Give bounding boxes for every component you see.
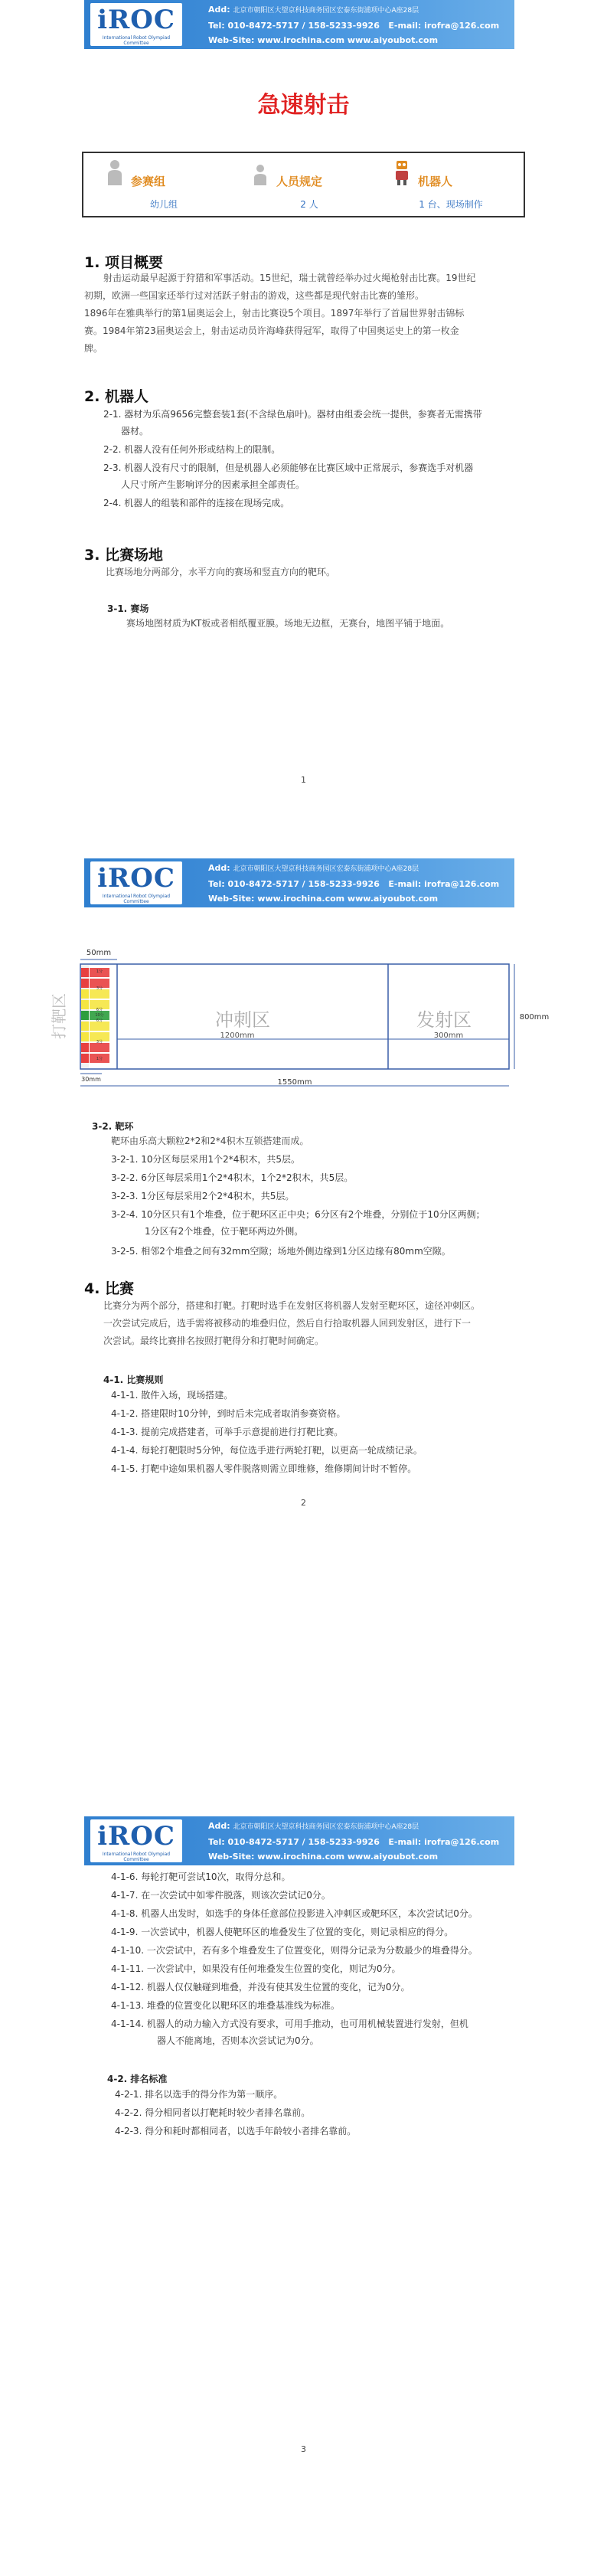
website: www.irochina.com www.aiyoubot.com <box>257 894 439 904</box>
zone-label-target: 打靶区 <box>50 993 68 1039</box>
email-label: E-mail: <box>388 879 422 889</box>
subsection-3-1-heading: 3-1. 赛场 <box>107 603 149 614</box>
target-block <box>81 1043 89 1052</box>
tel-label: Tel: <box>208 21 225 31</box>
logo-text-a: iR <box>97 863 131 894</box>
logo-text-a: iR <box>97 5 131 35</box>
target-block <box>81 989 89 999</box>
zone-label-sprint: 冲刺区 <box>215 1009 270 1031</box>
page-number: 1 <box>301 775 306 785</box>
list-item: 3-2-1. 10分区每层采用1个2*4积木，共5层。 <box>111 1154 301 1165</box>
page-number: 2 <box>301 1498 306 1508</box>
address: 北京市朝阳区大望京科技商务园区宏泰东街浦项中心A座28层 <box>233 865 419 873</box>
ring-score-label: 3分 <box>96 986 103 991</box>
telephone: 010-8472-5717 / 158-5233-9926 <box>227 1837 380 1847</box>
logo-subtitle: International Robot Olympiad Committee <box>102 1852 171 1862</box>
section-1-line: 赛。1984年第23届奥运会上，射击运动员许海峰获得冠军，取得了中国奥运史上的第一枚金 <box>84 325 459 336</box>
list-item: 1分区有2个堆叠，位于靶环两边外侧。 <box>145 1226 304 1237</box>
list-item: 2-4. 机器人的组装和部件的连接在现场完成。 <box>103 498 290 508</box>
list-item: 人尺寸所产生影响评分的因素承担全部责任。 <box>121 479 305 490</box>
list-item: 器材。 <box>121 426 149 436</box>
list-item: 4-2-3. 得分和耗时都相同者，以选手年龄较小者排名靠前。 <box>115 2126 357 2136</box>
tel-label: Tel: <box>208 1837 225 1847</box>
field-diagram <box>50 943 559 1093</box>
email: irofra@126.com <box>424 1837 500 1847</box>
section-3-heading: 3. 比赛场地 <box>84 547 164 564</box>
section-4-line: 比赛分为两个部分，搭建和打靶。打靶时选手在发射区将机器人发射至靶环区，途径冲刺区。 <box>103 1300 481 1311</box>
page-3 <box>0 1717 607 2575</box>
email: irofra@126.com <box>424 879 500 889</box>
website: www.irochina.com www.aiyoubot.com <box>257 35 439 45</box>
list-item: 4-1-10. 一次尝试中，若有多个堆叠发生了位置变化，则得分记录为分数最少的堆叠得分。 <box>111 1945 478 1956</box>
list-item: 4-1-1. 散件入场，现场搭建。 <box>111 1390 233 1401</box>
section-1-line: 1896年在雅典举行的第1届奥运会上，射击比赛设5个项目。1897年举行了首届世界射击锦标 <box>84 308 465 319</box>
subsection-3-1-text: 赛场地图材质为KT板或者相纸覆亚膜。场地无边框，无赛台，地图平铺于地面。 <box>126 618 450 629</box>
ring-score-label: 3分 <box>96 1040 103 1044</box>
list-item: 4-1-6. 每轮打靶可尝试10次，取得分总和。 <box>111 1872 291 1882</box>
ring-score-label: 6分 <box>96 1008 103 1012</box>
web-label: Web-Site: <box>208 1852 255 1862</box>
email-label: E-mail: <box>388 21 422 31</box>
target-block <box>81 979 89 988</box>
section-4-line: 一次尝试完成后，选手需将被移动的堆叠归位，然后自行拾取机器人回到发射区，进行下一 <box>103 1318 472 1329</box>
dim-label-300: 300mm <box>433 1031 464 1040</box>
logo-text-b: OC <box>130 863 175 894</box>
iroc-logo <box>90 3 182 46</box>
address: 北京市朝阳区大望京科技商务园区宏泰东街浦项中心A座28层 <box>233 7 419 15</box>
section-1-line: 初期，欧洲一些国家还举行过对活跃子射击的游戏，这些都是现代射击比赛的雏形。 <box>84 290 425 301</box>
ring-score-label: 10分 <box>95 1013 104 1018</box>
list-item: 4-1-14. 机器人的动力输入方式没有要求，可用手推动，也可用机械装置进行发射，但机 <box>111 2019 468 2029</box>
dim-label-30: 30mm <box>81 1076 101 1083</box>
info-value: 2 人 <box>300 199 318 210</box>
ring-score-label: 6分 <box>96 1018 103 1023</box>
info-box <box>82 152 525 217</box>
list-item: 2-2. 机器人没有任何外形或结构上的限制。 <box>103 444 281 455</box>
section-2-heading: 2. 机器人 <box>84 388 149 405</box>
list-item: 4-1-12. 机器人仅仅触碰到堆叠，并没有使其发生位置的变化，记为0分。 <box>111 1982 410 1992</box>
web-label: Web-Site: <box>208 894 255 904</box>
ranking-heading: 4-2. 排名标准 <box>107 2074 168 2084</box>
list-item: 器人不能离地，否则本次尝试记为0分。 <box>157 2035 319 2046</box>
people-icon <box>252 159 269 185</box>
addr-label: Add: <box>208 5 230 15</box>
addr-label: Add: <box>208 1821 230 1831</box>
contact-info <box>208 2 499 47</box>
info-label: 参赛组 <box>131 175 166 188</box>
list-item: 4-2-1. 排名以选手的得分作为第一顺序。 <box>115 2089 283 2100</box>
ring-score-label: 1分 <box>96 969 103 974</box>
logo-subtitle: International Robot Olympiad Committee <box>102 35 171 46</box>
section-1-line: 射击运动最早起源于狩猎和军事活动。15世纪，瑞士就曾经举办过火绳枪射击比赛。19世纪 <box>103 273 476 283</box>
target-block <box>81 1011 89 1020</box>
target-block <box>81 1000 89 1009</box>
info-robot <box>378 158 524 214</box>
header-banner <box>84 1816 514 1865</box>
target-rings <box>81 968 109 1063</box>
info-participant-group <box>91 158 237 214</box>
website: www.irochina.com www.aiyoubot.com <box>257 1852 439 1862</box>
addr-label: Add: <box>208 863 230 873</box>
dim-label-1200: 1200mm <box>220 1031 255 1040</box>
logo-text-b: OC <box>130 1821 175 1852</box>
web-label: Web-Site: <box>208 35 255 45</box>
iroc-logo <box>90 1819 182 1862</box>
target-block <box>81 1022 89 1031</box>
page-number: 3 <box>301 2444 306 2454</box>
ring-score-label: 1分 <box>96 1057 103 1061</box>
list-item: 4-1-5. 打靶中途如果机器人零件脱落则需立即维修，维修期间计时不暂停。 <box>111 1463 417 1474</box>
list-item: 3-2-3. 1分区每层采用2个2*4积木，共5层。 <box>111 1191 295 1201</box>
target-block <box>81 1054 89 1063</box>
document-title: 急速射击 <box>257 92 350 119</box>
logo-subtitle: International Robot Olympiad Committee <box>102 894 171 904</box>
page-1 <box>0 0 607 858</box>
list-item: 3-2-5. 相邻2个堆叠之间有32mm空隙；场地外侧边缘到1分区边缘有80mm空隙。 <box>111 1246 451 1257</box>
dim-label-50: 50mm <box>86 949 112 957</box>
list-item: 4-1-9. 一次尝试中，机器人使靶环区的堆叠发生了位置的变化，则记录相应的得分。 <box>111 1927 454 1937</box>
dim-label-1550: 1550mm <box>277 1078 312 1087</box>
list-item: 4-2-2. 得分相同者以打靶耗时较少者排名靠前。 <box>115 2107 311 2118</box>
iroc-logo <box>90 861 182 904</box>
email-label: E-mail: <box>388 1837 422 1847</box>
email: irofra@126.com <box>424 21 500 31</box>
subsection-3-2-text: 靶环由乐高大颗粒2*2和2*4积木互锁搭建而成。 <box>111 1136 309 1146</box>
dim-label-800: 800mm <box>519 1013 550 1022</box>
telephone: 010-8472-5717 / 158-5233-9926 <box>227 879 380 889</box>
contact-info <box>208 1819 499 1864</box>
rules-heading: 4-1. 比赛规则 <box>103 1375 164 1385</box>
logo-text-b: OC <box>130 5 175 35</box>
list-item: 4-1-3. 提前完成搭建者，可举手示意提前进行打靶比赛。 <box>111 1427 344 1437</box>
list-item: 2-1. 器材为乐高9656完整套装1套(不含绿色扇叶)。器材由组委会统一提供，参赛者无需携带 <box>103 409 482 420</box>
target-block <box>81 968 89 977</box>
list-item: 4-1-8. 机器人出发时，如选手的身体任意部位投影进入冲刺区或靶环区，本次尝试记0分。 <box>111 1908 478 1919</box>
tel-label: Tel: <box>208 879 225 889</box>
target-block <box>81 1032 89 1041</box>
list-item: 4-1-2. 搭建限时10分钟，到时后未完成者取消参赛资格。 <box>111 1408 346 1419</box>
info-label: 机器人 <box>418 175 453 188</box>
info-team-size <box>237 158 382 214</box>
list-item: 4-1-4. 每轮打靶限时5分钟，每位选手进行两轮打靶，以更高一轮成绩记录。 <box>111 1445 423 1456</box>
header-banner <box>84 0 514 49</box>
address: 北京市朝阳区大望京科技商务园区宏泰东街浦项中心A座28层 <box>233 1823 419 1831</box>
header-banner <box>84 858 514 907</box>
section-4-line: 次尝试。最终比赛排名按照打靶得分和打靶时间确定。 <box>103 1335 325 1346</box>
info-value: 1 台、现场制作 <box>419 199 483 210</box>
section-4-heading: 4. 比赛 <box>84 1280 135 1297</box>
list-item: 4-1-13. 堆叠的位置变化以靶环区的堆叠基准线为标准。 <box>111 2000 340 2011</box>
list-item: 3-2-4. 10分区只有1个堆叠，位于靶环区正中央；6分区有2个堆叠，分别位于10分区两侧； <box>111 1209 485 1220</box>
robot-icon <box>393 159 410 185</box>
info-value: 幼儿组 <box>149 199 178 210</box>
section-1-heading: 1. 项目概要 <box>84 254 164 271</box>
list-item: 3-2-2. 6分区每层采用1个2*4积木，1个2*2积木，共5层。 <box>111 1172 354 1183</box>
zone-label-launch: 发射区 <box>416 1009 472 1031</box>
logo-text-a: iR <box>97 1821 131 1852</box>
subsection-3-2-heading: 3-2. 靶环 <box>92 1121 134 1132</box>
section-3-intro: 比赛场地分两部分，水平方向的赛场和竖直方向的靶环。 <box>106 567 336 577</box>
section-1-line: 牌。 <box>84 343 103 354</box>
list-item: 2-3. 机器人没有尺寸的限制，但是机器人必须能够在比赛区域中正常展示，参赛选手对机器 <box>103 463 474 473</box>
contact-info <box>208 861 499 906</box>
telephone: 010-8472-5717 / 158-5233-9926 <box>227 21 380 31</box>
list-item: 4-1-7. 在一次尝试中如零件脱落，则该次尝试记0分。 <box>111 1890 331 1901</box>
info-label: 人员规定 <box>276 175 323 188</box>
list-item: 4-1-11. 一次尝试中，如果没有任何堆叠发生位置的变化，则记为0分。 <box>111 1963 401 1974</box>
person-icon <box>106 159 123 185</box>
